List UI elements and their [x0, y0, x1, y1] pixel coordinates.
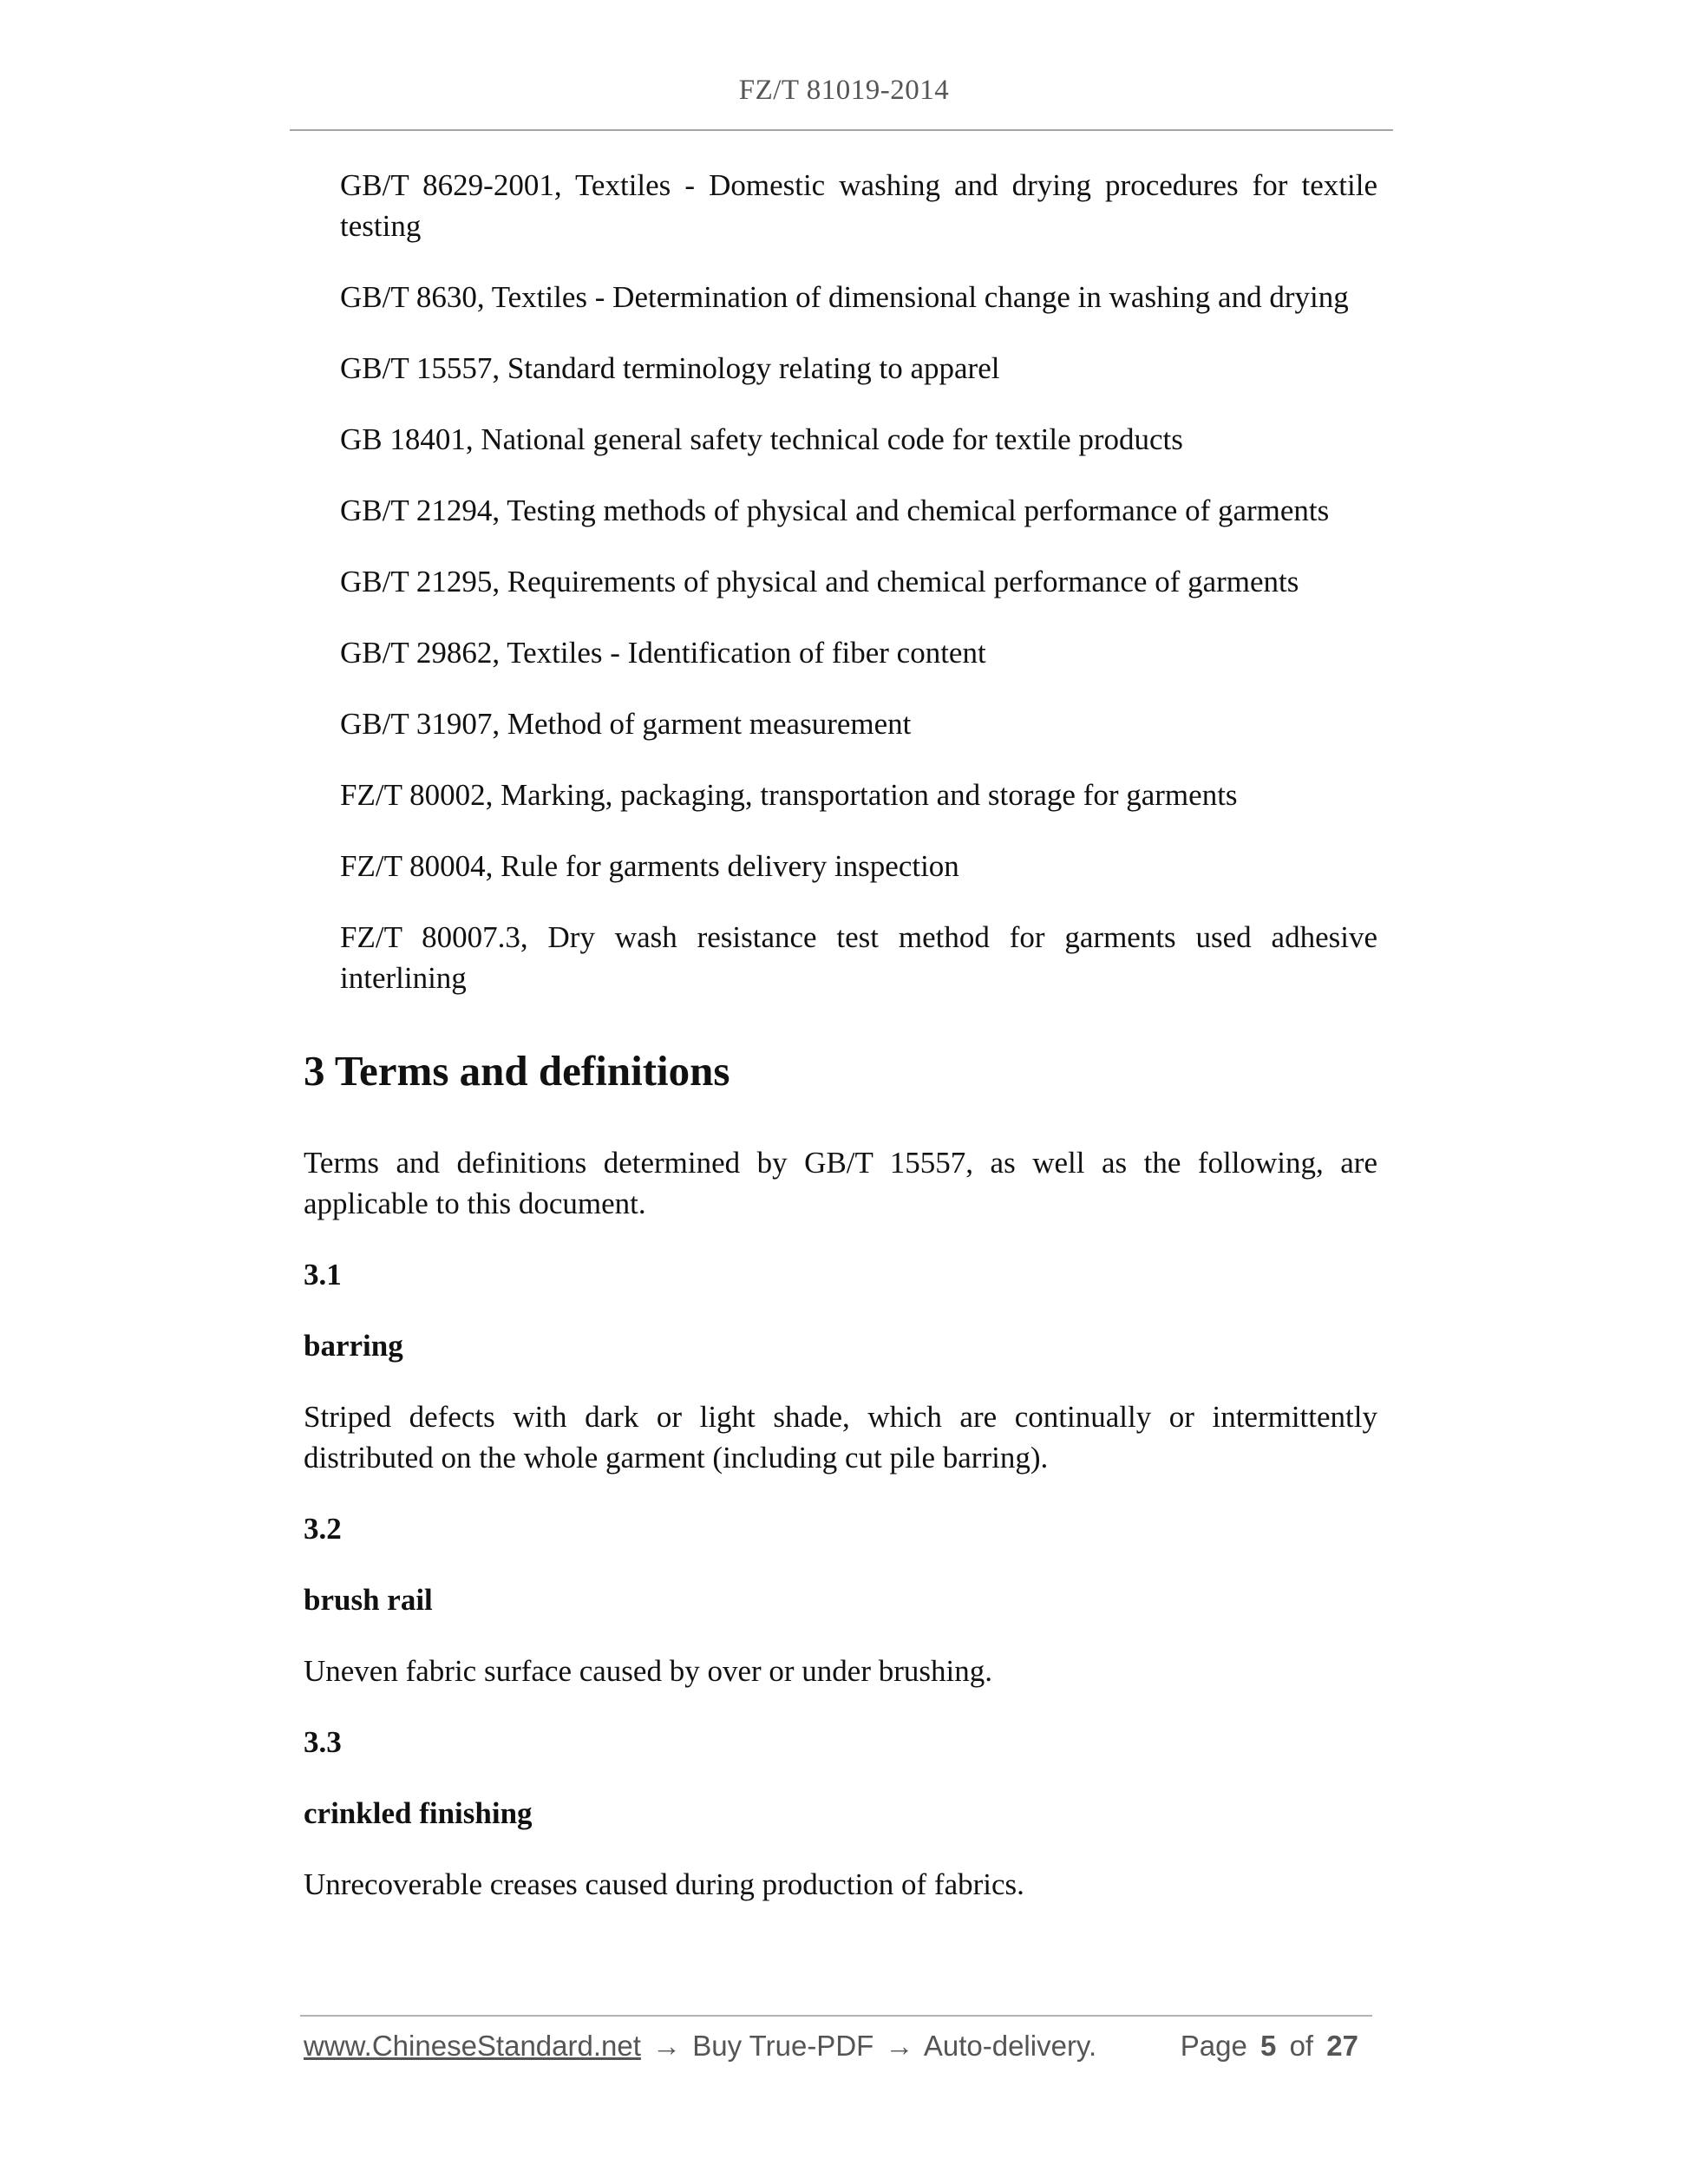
term-name: crinkled finishing [304, 1796, 533, 1830]
term-definition: Uneven fabric surface caused by over or under brushing. [304, 1654, 992, 1688]
section-intro: Terms and definitions determined by GB/T 15557, as well as the following, are applicable to this document. [304, 1146, 1377, 1220]
term-name: barring [304, 1329, 403, 1363]
reference-item: FZ/T 80007.3, Dry wash resistance test method for garments used adhesive interlining [340, 920, 1377, 995]
arrow-right-icon: → [885, 2030, 914, 2062]
buy-text: Buy True-PDF [692, 2030, 874, 2062]
arrow-right-icon: → [652, 2030, 682, 2062]
reference-item: FZ/T 80004, Rule for garments delivery inspection [340, 849, 959, 883]
header-divider [290, 129, 1393, 131]
page-label: Page [1180, 2030, 1247, 2062]
delivery-text: Auto-delivery. [923, 2030, 1097, 2062]
page-of: of [1289, 2030, 1314, 2062]
reference-item: GB/T 8630, Textiles - Determination of dimensional change in washing and drying [340, 280, 1349, 314]
reference-item: GB/T 21294, Testing methods of physical and chemical performance of garments [340, 494, 1330, 527]
running-header: FZ/T 81019-2014 [738, 75, 950, 106]
reference-item: FZ/T 80002, Marking, packaging, transportation and storage for garments [340, 778, 1238, 812]
page-current: 5 [1260, 2030, 1277, 2062]
section-heading: 3 Terms and definitions [304, 1047, 730, 1095]
page-footer [304, 2030, 1372, 2073]
term-number: 3.3 [304, 1725, 342, 1759]
reference-item: GB/T 29862, Textiles - Identification of fiber content [340, 636, 986, 670]
term-number: 3.1 [304, 1258, 342, 1291]
reference-item: GB 18401, National general safety technical code for textile products [340, 422, 1183, 456]
terms-section [304, 1142, 1377, 1935]
page-total: 27 [1326, 2030, 1358, 2062]
term-definition: Striped defects with dark or light shade, which are continually or intermittently distributed on the whole garment (including cut pile barring). [304, 1400, 1377, 1475]
site-link[interactable]: www.ChineseStandard.net [304, 2030, 641, 2062]
reference-item: GB/T 15557, Standard terminology relating to apparel [340, 351, 1000, 385]
page-number [1181, 2030, 1364, 2063]
reference-item: GB/T 21295, Requirements of physical and chemical performance of garments [340, 565, 1299, 598]
term-name: brush rail [304, 1583, 433, 1617]
term-number: 3.2 [304, 1512, 342, 1546]
footer-promo [304, 2030, 1096, 2063]
reference-item: GB/T 8629-2001, Textiles - Domestic washing and drying procedures for textile testing [340, 168, 1377, 243]
term-definition: Unrecoverable creases caused during production of fabrics. [304, 1867, 1024, 1901]
normative-references-list [340, 165, 1377, 1029]
footer-divider [300, 2015, 1372, 2017]
reference-item: GB/T 31907, Method of garment measurement [340, 707, 912, 741]
